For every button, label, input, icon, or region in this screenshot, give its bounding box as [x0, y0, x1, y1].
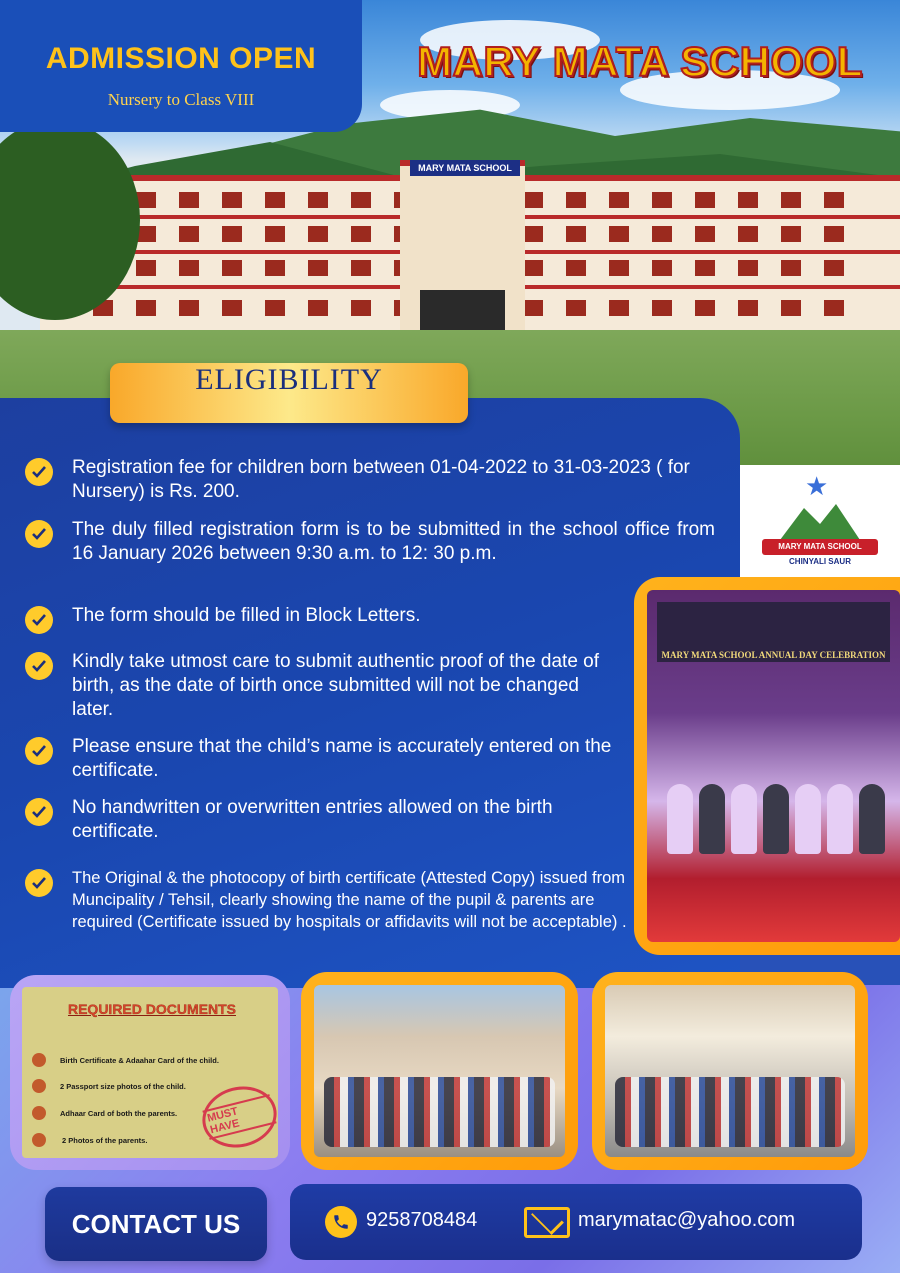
list-item	[25, 518, 715, 566]
email-address[interactable]: marymatac@yahoo.com	[578, 1209, 796, 1231]
must-have-stamp	[196, 1079, 283, 1155]
list-item	[32, 1079, 186, 1093]
logo-school-name: MARY MATA SCHOOL	[762, 539, 878, 555]
eligibility-item-text: Kindly take utmost care to submit authentic proof of the date of birth, as the date of birth once submitted will not be changed later.	[72, 651, 600, 720]
admission-title: ADMISSION OPEN	[45, 42, 317, 75]
list-item	[25, 867, 645, 933]
check-icon	[25, 520, 53, 548]
documents-heading: REQUIRED DOCUMENTS	[67, 1001, 236, 1017]
stage-photo-frame	[634, 577, 900, 955]
contact-us-button[interactable]: CONTACT US	[45, 1187, 267, 1261]
list-item	[25, 735, 615, 783]
list-item	[25, 796, 625, 844]
check-icon	[25, 606, 53, 634]
document-item-text: 2 Passport size photos of the child.	[60, 1081, 186, 1091]
class-group-photo	[605, 985, 855, 1157]
school-logo	[740, 465, 900, 577]
students-photo-frame	[301, 972, 578, 1170]
stage-banner: MARY MATA SCHOOL ANNUAL DAY CELEBRATION	[657, 602, 890, 662]
document-item-text: Adhaar Card of both the parents.	[60, 1108, 178, 1118]
mail-icon	[524, 1207, 570, 1238]
admission-subtitle: Nursery to Class VIII	[107, 90, 255, 109]
list-item	[32, 1106, 177, 1120]
bullet-icon	[32, 1053, 46, 1067]
eligibility-item-text: Registration fee for children born between 01-04-2022 to 31-03-2023 ( for Nursery) is Rs. 200.	[72, 457, 690, 502]
check-icon	[25, 458, 53, 486]
list-item	[32, 1053, 219, 1067]
phone-icon	[325, 1206, 357, 1238]
eligibility-item-text: The Original & the photocopy of birth certificate (Attested Copy) issued from Muncipality / Tehsil, clearly showing the name of the pupil & parents are required (Certificate issued by hospitals or affidavits will not be acceptable) .	[72, 869, 627, 931]
star-icon: ★	[805, 471, 829, 501]
eligibility-item-text: The duly filled registration form is to be submitted in the school office from 16 January 2026 between 9:30 a.m. to 12: 30 p.m.	[72, 519, 715, 564]
document-item-text: 2 Photos of the parents.	[62, 1135, 148, 1145]
eligibility-item-text: No handwritten or overwritten entries allowed on the birth certificate.	[72, 797, 553, 842]
document-item-text: Birth Certificate & Adaahar Card of the child.	[60, 1055, 219, 1065]
check-icon	[25, 737, 53, 765]
check-icon	[25, 869, 53, 897]
list-item	[32, 1133, 147, 1147]
required-documents-card	[10, 975, 290, 1170]
check-icon	[25, 798, 53, 826]
admission-banner	[0, 0, 362, 132]
eligibility-item-text: Please ensure that the child’s name is accurately entered on the certificate.	[72, 736, 612, 781]
school-name-title: MARY MATA SCHOOL	[417, 38, 863, 85]
bullet-icon	[32, 1079, 46, 1093]
bullet-icon	[32, 1133, 46, 1147]
eligibility-item-text: The form should be filled in Block Letters.	[72, 605, 421, 626]
phone-number[interactable]: 9258708484	[366, 1209, 478, 1231]
class-photo-frame	[592, 972, 868, 1170]
list-item	[25, 456, 715, 504]
eligibility-heading: ELIGIBILITY	[110, 363, 468, 423]
bullet-icon	[32, 1106, 46, 1120]
list-item	[25, 604, 715, 634]
students-balloons-photo	[314, 985, 565, 1157]
list-item	[25, 650, 615, 722]
stamp-text: MUST HAVE	[202, 1094, 276, 1140]
building-sign: MARY MATA SCHOOL	[410, 160, 520, 176]
check-icon	[25, 652, 53, 680]
logo-place: CHINYALI SAUR	[789, 557, 851, 566]
annual-day-photo	[647, 590, 900, 942]
